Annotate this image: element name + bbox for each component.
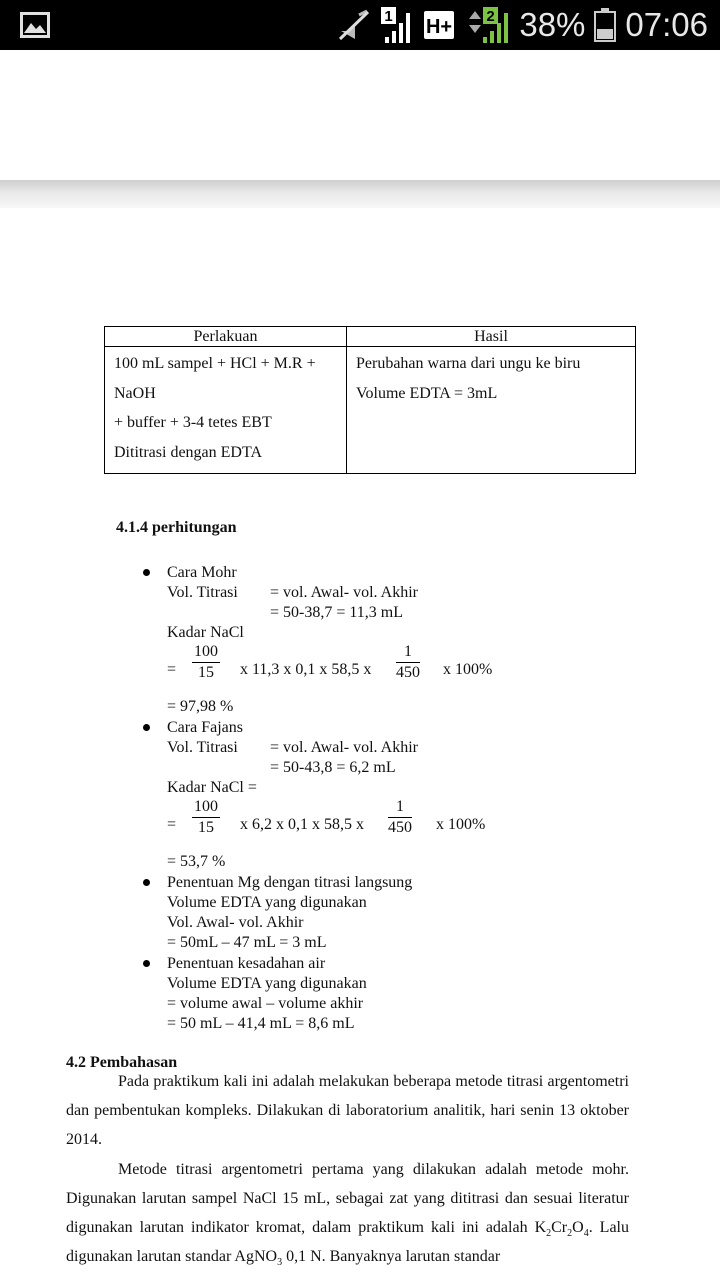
fajans-result: = 53,7 %	[167, 853, 226, 870]
mg-line: Vol. Awal- vol. Akhir	[167, 914, 304, 931]
bullet	[143, 569, 150, 576]
section-title-pembahasan: 4.2 Pembahasan	[66, 1054, 178, 1071]
mohr-result: = 97,98 %	[167, 698, 234, 715]
network-label: H+	[426, 16, 453, 38]
table-line: Perubahan warna dari ungu ke biru	[356, 355, 581, 372]
denominator: 450	[396, 664, 420, 681]
numerator: 100	[192, 797, 220, 818]
kesadahan-line: = 50 mL – 41,4 mL = 8,6 mL	[167, 1015, 355, 1032]
bullet	[143, 960, 150, 967]
table-line: NaOH	[114, 384, 156, 402]
battery-icon	[593, 7, 617, 43]
document-page[interactable]	[0, 208, 720, 1280]
sim1-label: 1	[384, 8, 394, 25]
mohr-kadar-label: Kadar NaCl	[167, 624, 244, 641]
fajans-fraction-1-450	[388, 797, 412, 838]
fajans-equals: =	[167, 816, 177, 833]
kesadahan-title: Penentuan kesadahan air	[167, 955, 326, 972]
mohr-multiplication: x 11,3 x 0,1 x 58,5 x	[240, 661, 372, 678]
table-line: + buffer + 3-4 tetes EBT	[114, 414, 272, 431]
denominator: 15	[198, 819, 214, 836]
paragraph: Pada praktikum kali ini adalah melakukan beberapa metode titrasi argentometri dan pembentukan kompleks. Dilakukan di laboratorium analitik, hari senin 13 oktober 2014.	[66, 1073, 629, 1149]
sim2-label: 2	[486, 8, 496, 25]
mg-line: = 50mL – 47 mL = 3 mL	[167, 934, 327, 951]
table-cell-perlakuan	[105, 347, 347, 474]
mohr-fraction-100-15	[192, 642, 220, 683]
numerator: 1	[388, 797, 412, 818]
fajans-vol-formula: = vol. Awal- vol. Akhir	[270, 739, 418, 756]
bullet	[143, 879, 150, 886]
table-line: Dititrasi dengan EDTA	[114, 443, 263, 461]
mohr-vol-label: Vol. Titrasi	[167, 584, 238, 601]
signal-sim1-icon	[379, 5, 415, 45]
mohr-fraction-1-450	[396, 642, 420, 683]
mohr-title: Cara Mohr	[167, 564, 237, 581]
mohr-vol-value: = 50-38,7 = 11,3 mL	[270, 604, 403, 621]
mute-vibrate-icon	[337, 9, 371, 41]
denominator: 450	[388, 819, 412, 836]
fajans-percent: x 100%	[436, 816, 486, 833]
discussion-text	[66, 1067, 629, 1271]
numerator: 1	[396, 642, 420, 663]
mg-line: Volume EDTA yang digunakan	[167, 894, 367, 911]
observation-table	[104, 326, 636, 474]
fajans-vol-value: = 50-43,8 = 6,2 mL	[270, 759, 396, 776]
table-line: Volume EDTA = 3mL	[356, 384, 498, 402]
fajans-vol-label: Vol. Titrasi	[167, 739, 238, 756]
page-separator	[0, 180, 720, 208]
paragraph: Metode titrasi argentometri pertama yang dilakukan adalah metode mohr. Digunakan larutan sampel NaCl 15 mL, sebagai zat yang dititrasi dan sesuai literatur digunakan larutan indikator kromat, dalam praktikum kali ini adalah $K_2Cr_2O_4$. Lalu digunakan larutan standar AgNO$_3$ 0,1 N. Banyaknya larutan standar	[66, 1160, 629, 1269]
numerator: 100	[192, 642, 220, 663]
mohr-percent: x 100%	[443, 661, 493, 678]
battery-percentage: 38%	[519, 6, 586, 43]
section-title-perhitungan: 4.1.4 perhitungan	[116, 519, 237, 536]
kesadahan-line: Volume EDTA yang digunakan	[167, 975, 367, 992]
fajans-kadar-label: Kadar NaCl =	[167, 779, 257, 796]
image-notification-icon	[20, 12, 50, 38]
mohr-equals: =	[167, 661, 177, 678]
table-cell-hasil	[347, 347, 636, 474]
denominator: 15	[198, 664, 214, 681]
mohr-vol-formula: = vol. Awal- vol. Akhir	[270, 584, 418, 601]
table-header-perlakuan: Perlakuan	[105, 327, 347, 347]
clock: 07:06	[625, 6, 708, 43]
mg-title: Penentuan Mg dengan titrasi langsung	[167, 874, 413, 891]
network-type-icon	[423, 5, 457, 45]
kesadahan-line: = volume awal – volume akhir	[167, 995, 364, 1012]
signal-sim2-icon	[465, 5, 511, 45]
fajans-fraction-100-15	[192, 797, 220, 838]
table-header-hasil: Hasil	[347, 327, 636, 347]
fajans-title: Cara Fajans	[167, 719, 243, 736]
table-line: 100 mL sampel + HCl + M.R +	[114, 355, 316, 372]
fajans-multiplication: x 6,2 x 0,1 x 58,5 x	[240, 816, 364, 833]
status-bar	[0, 0, 720, 50]
bullet	[143, 724, 150, 731]
